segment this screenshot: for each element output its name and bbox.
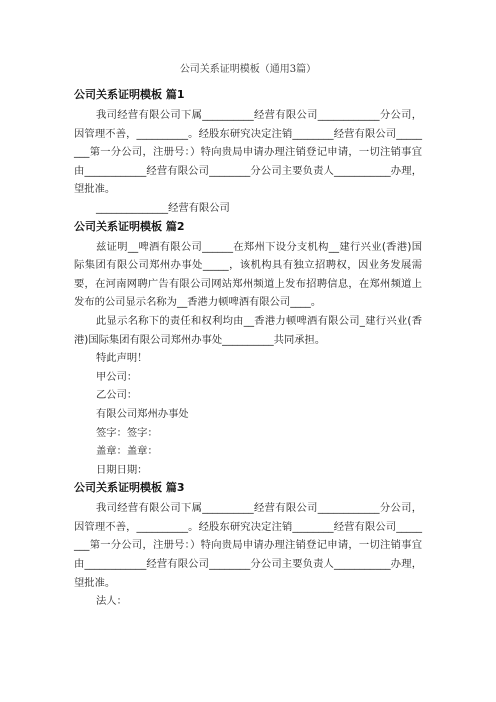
paragraph: 我司经营有限公司下属__________经营有限公司____________分公司，因管理不善，__________。经股东研究决定注销________经营有限公司________第一分公司，注册号：）特向贵局申请办理注销登记申请，一切注销事宜由____________经营有限公司________分公司主要负责人___________办理，望批准。 — [74, 109, 422, 196]
document-body — [74, 86, 422, 611]
document-title: 公司关系证明模板（通用3篇） — [179, 64, 317, 75]
paragraph: 有限公司郑州办事处 — [96, 407, 189, 420]
paragraph: ______________经营有限公司 — [96, 201, 230, 214]
section-1 — [74, 86, 422, 218]
paragraph: 乙公司： — [96, 389, 138, 402]
paragraph: 日期日期： — [96, 463, 148, 476]
paragraph: 盖章：盖章： — [96, 445, 158, 458]
paragraph: 此显示名称下的责任和权利均由__香港力顿啤酒有限公司_建行兴业(香港)国际集团有限公司郑州办事处__________共同承担。 — [74, 314, 422, 346]
paragraph: 签字：签字： — [96, 426, 158, 439]
section-3 — [74, 479, 422, 611]
paragraph: 我司经营有限公司下属__________经营有限公司____________分公司，因管理不善，__________。经股东研究决定注销________经营有限公司________第一分公司，注册号：）特向贵局申请办理注销登记申请，一切注销事宜由____________经营有限公司________分公司主要负责人___________办理，望批准。 — [74, 502, 422, 589]
section-heading: 公司关系证明模板 篇1 — [74, 88, 185, 101]
paragraph: 甲公司： — [96, 370, 138, 383]
paragraph: 法人： — [96, 595, 127, 608]
paragraph: 兹证明__啤酒有限公司______在郑州下设分支机构__建行兴业(香港)国际集团有限公司郑州办事处_____，该机构具有独立招聘权，因业务发展需要，在河南网聘广告有限公司网站郑州频道上发布招聘信息，在郑州频道上发布的公司显示名称为__香港力顿啤酒有限公司____。 — [74, 240, 422, 309]
paragraph: 特此声明！ — [96, 352, 148, 365]
section-heading: 公司关系证明模板 篇2 — [74, 219, 185, 233]
section-heading: 公司关系证明模板 篇3 — [74, 481, 185, 495]
section-2 — [74, 218, 422, 480]
